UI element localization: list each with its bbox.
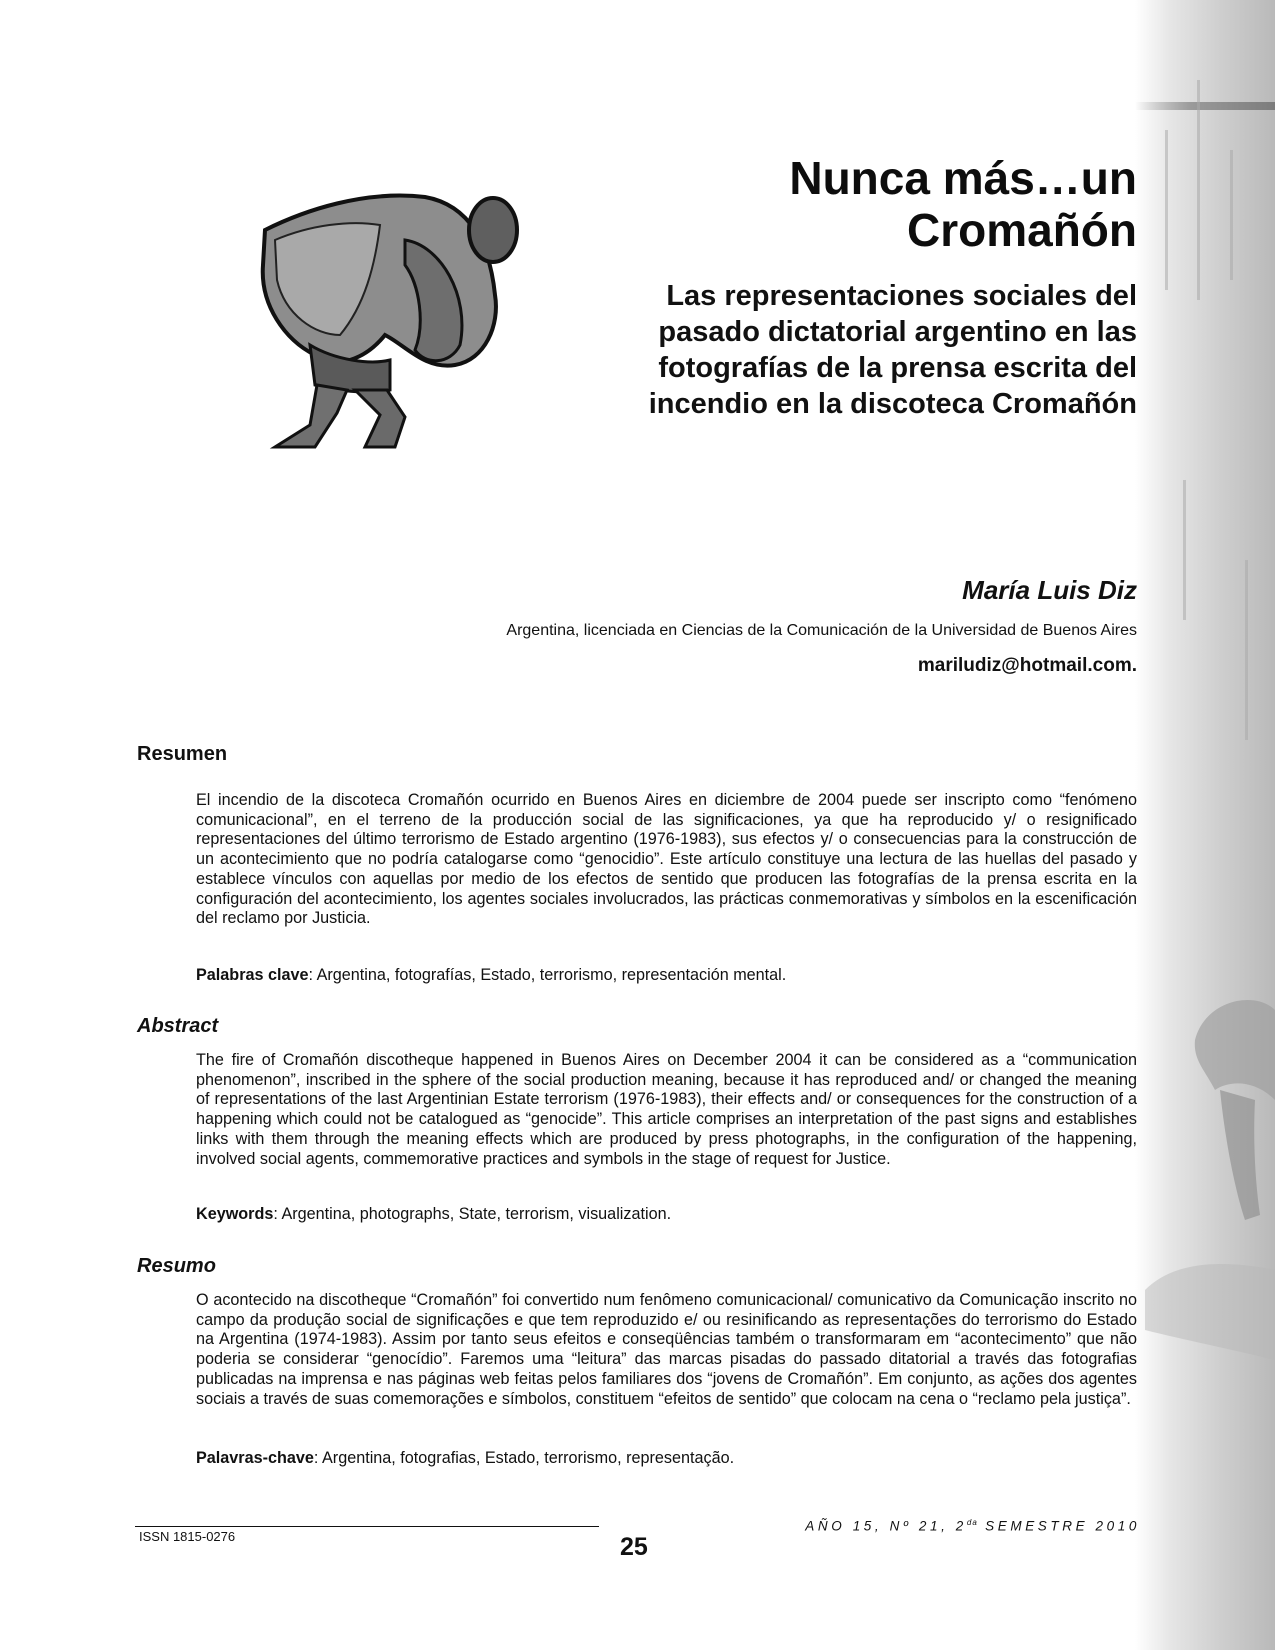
subtitle-line: pasado dictatorial argentino en las	[658, 316, 1137, 348]
abstract-keywords	[196, 1205, 671, 1224]
issue-prefix: AÑO 15, Nº 21, 2	[805, 1518, 967, 1534]
decorative-tick	[1197, 80, 1200, 300]
title-block	[537, 152, 1137, 422]
author-email[interactable]: mariludiz@hotmail.com.	[917, 655, 1137, 676]
issue-info	[805, 1518, 1140, 1534]
keywords-label: Palabras clave	[196, 966, 309, 984]
decorative-tick	[1165, 130, 1168, 290]
decorative-tick	[1245, 560, 1248, 740]
title-line: Nunca más…un	[789, 152, 1137, 204]
footer-rule	[135, 1526, 599, 1527]
issn: ISSN 1815-0276	[139, 1529, 236, 1544]
resumen-keywords	[196, 966, 786, 985]
decorative-tick	[1183, 480, 1186, 620]
decorative-beam	[1135, 102, 1275, 110]
keywords-list: : Argentina, photographs, State, terrorism, visualization.	[273, 1205, 672, 1223]
abstract-body: The fire of Cromañón discotheque happened in Buenos Aires on December 2004 it can be considered as a “communication phenomenon”, inscribed in the sphere of the social production meaning, because it has reproduced and/ or changed the meaning of representations of the last Argentinian Estate terrorism (1976-1983), their effects and/ or consequences for the construction of a happening which could not be catalogued as “genocide”. This article comprises an interpretation of the past signs and establishes links with them through the meaning effects which are produced by press photographs, in the configuration of the happening, involved social agents, commemorative practices and symbols in the stage of request for Justice.	[196, 1051, 1137, 1168]
hunched-figure-icon	[255, 185, 520, 455]
keywords-label: Palavras-chave	[196, 1449, 314, 1467]
keywords-list: : Argentina, fotografias, Estado, terrorismo, representação.	[313, 1449, 735, 1467]
keywords-list: : Argentina, fotografías, Estado, terrorismo, representación mental.	[308, 966, 787, 984]
title-line: Cromañón	[907, 204, 1137, 256]
resumo-keywords	[196, 1449, 734, 1468]
author-affiliation: Argentina, licenciada en Ciencias de la Comunicación de la Universidad de Buenos Aires	[506, 622, 1137, 639]
article-title	[537, 152, 1137, 256]
decorative-tick	[1230, 150, 1233, 280]
keywords-label: Keywords	[196, 1205, 274, 1223]
article-subtitle	[537, 278, 1137, 422]
resumen-heading: Resumen	[137, 743, 228, 765]
subtitle-line: incendio en la discoteca Cromañón	[648, 388, 1137, 420]
resumo-heading: Resumo	[137, 1255, 216, 1277]
subtitle-line: fotografías de la prensa escrita del	[658, 352, 1137, 384]
subtitle-line: Las representaciones sociales del	[666, 280, 1137, 312]
issue-ordinal: da	[966, 1518, 978, 1527]
author-name: María Luis Diz	[962, 575, 1137, 605]
abstract-heading: Abstract	[137, 1015, 219, 1037]
resumo-body: O acontecido na discotheque “Cromañón” foi convertido num fenômeno comunicacional/ comunicativo da Comunicação inscrito no campo da produção social de significações e que tem reproduzido e/ ou resinificando as representações do terrorismo do Estado na Argentina (1974-1983). Assim por tanto seus efeitos e conseqüências também o transformaram em “acontecimento” que não poderia se considerar “genocídio”. Faremos uma “leitura” das marcas pisadas do passado ditatorial a través das fotografias publicadas na imprensa e nas páginas web feitas pelos familiares dos “jovens de Cromañón”. Em conjunto, as ações dos agentes sociais a través de suas comemorações e símbolos, constituem “efeitos de sentido” que colocam na cena o “reclamo pela justiça”.	[196, 1291, 1137, 1408]
faded-figure-icon	[1135, 960, 1275, 1380]
page-number: 25	[620, 1533, 648, 1561]
decorative-side-strip	[1135, 0, 1275, 1650]
resumen-body: El incendio de la discoteca Cromañón ocurrido en Buenos Aires en diciembre de 2004 puede ser inscripto como “fenómeno comunicacional”, en el terreno de la producción social de las significaciones, ya que ha reproducido y/ o resignificado representaciones del último terrorismo de Estado argentino (1976-1983), sus efectos y/ o consecuencias para la construcción de un acontecimiento que no podría catalogarse como “genocidio”. Este artículo constituye una lectura de las huellas del pasado y establece vínculos con aquellas por medio de los efectos de sentido que producen las fotografías de la prensa escrita en la configuración del acontecimiento, los agentes sociales involucrados, las prácticas conmemorativas y símbolos en la escenificación del reclamo por Justicia.	[196, 791, 1137, 928]
issue-suffix: SEMESTRE 2010	[977, 1518, 1140, 1534]
hunched-figure-illustration	[255, 185, 520, 455]
